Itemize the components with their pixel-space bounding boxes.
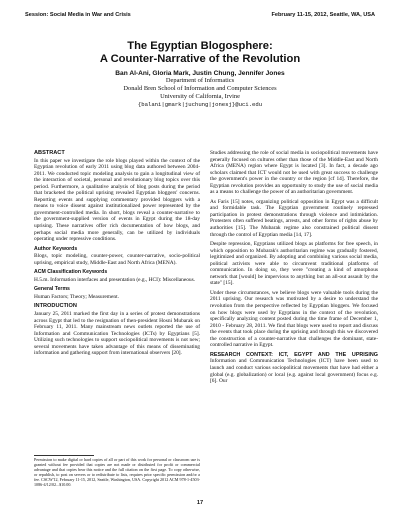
research-context-paragraph: [210, 352, 378, 385]
keywords-text: Blogs, topic modeling, counter-power, counter-narrative, socio-political uprising, empirical study, Middle-East and North Africa (MENA).: [34, 253, 200, 266]
keywords-heading: Author Keywords: [34, 245, 78, 252]
introduction-heading: INTRODUCTION: [34, 303, 77, 310]
research-context-text: Information and Communication Technologies (ICT) have been used to launch and conduct various sociopolitical movements that have had either a global (e.g. globalization) or local (e.g. against local government) focus e.g. [6]. Our: [210, 358, 378, 385]
abstract-text: In this paper we investigate the role blogs played within the context of the Egyptian revolution of early 2011 using blog data authored between 2004-2011. We conducted topic modeling analysis to gain a longitudinal view of the interaction of societal, personal and revolutionary blog topics over this period. Furthermore, a qualitative analysis of blog posts during the period that bracketed the political uprising revealed Egyptian bloggers' concerns. Reporting events and supplying commentary provided bloggers with a means to voice dissent against institutionalized power represented by the government-controlled media. In short, blogs reveal a counter-narrative to the government-supplied version of events in Egypt during the 18-day uprising. These narratives offer rich documentation of how blogs, and perhaps social media more generally, can be utilized by individuals operating under repressive conditions.: [34, 157, 200, 243]
acm-text: H.5.m. Information interfaces and presentation (e.g., HCI): Miscellaneous.: [34, 276, 196, 283]
page-number: 17: [196, 500, 204, 506]
general-terms-text: Human Factors; Theory; Measurement.: [34, 293, 119, 300]
general-terms-heading: General Terms: [34, 286, 70, 293]
author-emails: {balani|gmark|juchung|jonesj}@uci.edu: [137, 101, 263, 108]
running-head: [25, 12, 375, 18]
paper-title-line-2: A Counter-Narrative of the Revolution: [99, 53, 301, 65]
introduction-text: January 25, 2011 marked the first day in a series of protest demonstrations across Egypt that led to the resignation of then-president Hosni Mubarak on February 11, 2011. Many mainstream news outlets reported the use of Information and Communication Technologies (ICTs) by Egyptians [5]. Utilizing such technologies to support sociopolitical movements is not new; several movements have taken advantage of this means of disseminating information and gathering support from international observers [20].: [34, 311, 200, 357]
body-paragraph-3: Despite repression, Egyptians utilized blogs as platforms for free speech, in which opposition to Mubarak's authoritarian regime was gradually fostered, legitimized and organized. By adopting and combining various social media, political activists were able to circumvent traditional platforms of communication. In doing so, they were "creating a kind of amorphous network that [would] be impervious to anything but an all-out assault by the state" [15].: [210, 241, 378, 287]
research-context-heading: RESEARCH CONTEXT: ICT, EGYPT AND THE UPRISING: [210, 351, 378, 358]
acm-heading: ACM Classification Keywords: [34, 269, 108, 276]
title-block: [0, 40, 400, 109]
body-paragraph-2: As Faris [15] notes, organizing political opposition in Egypt was a difficult and formidable task. The Egyptian government routinely repressed participation in protest demonstrations through violence and intimidation. Protesters often suffered beatings, arrests, and other forms of rights abuse by authorities [15]. The Mubarak regime also constrained political dissent through the control of Egyptian media [14, 17].: [210, 198, 378, 238]
affiliation-university: University of California, Irvine: [160, 93, 240, 100]
body-paragraph-4: Under these circumstances, we believe blogs were valuable tools during the 2011 uprising. Our research was motivated by a desire to understand the revolution from the perspective reflected by Egyptian bloggers. We focused on how blogs were used by Egyptians in the context of the revolution, specifically analyzing content posted during the time frame of December 1, 2010 - February 28, 2011. We find that blogs were used to report and discuss the events that took place during the uprising and through this we discovered the construction of a counter-narrative that challenges the dominant, state-controlled narrative in Egypt.: [210, 289, 378, 349]
paper-title-line-1: The Egyptian Blogosphere:: [127, 40, 273, 52]
footnote-rule: [34, 455, 94, 456]
abstract-heading: ABSTRACT: [34, 150, 65, 156]
affiliation-department: Department of Informatics: [165, 77, 235, 84]
body-paragraph-1: Studies addressing the role of social media in sociopolitical movements have generally focused on cultures other than those of the Middle-East and North Africa (MENA) region where Egypt is located [3]. In fact, a decade ago scholars claimed that ICT would not be used with great success to challenge the government's power in the country or the region [cf 14]. Therefore, the Egyptian revolution provides an opportunity to study the use of social media as a means to challenge the power of an authoritarian government.: [210, 150, 378, 196]
conference-date: February 11-15, 2012, Seattle, WA, USA: [271, 12, 375, 18]
session-label: Session: Social Media in War and Crisis: [25, 12, 131, 18]
copyright-notice: Permission to make digital or hard copies of all or part of this work for personal or classroom use is granted without fee provided that copies are not made or distributed for profit or commercial advantage and that copies bear this notice and the full citation on the first page. To copy otherwise, or republish, to post on servers or to redistribute to lists, requires prior specific permission and/or a fee. CSCW'12, February 11-15, 2012, Seattle, Washington, USA. Copyright 2012 ACM 978-1-4503-1086-4/12/02...$10.00.: [34, 457, 200, 487]
author-list: Ban Al-Ani, Gloria Mark, Justin Chung, Jennifer Jones: [115, 70, 285, 77]
left-column: [34, 150, 200, 360]
right-column: [210, 150, 378, 388]
affiliation-school: Donald Bren School of Information and Computer Sciences: [123, 85, 277, 92]
